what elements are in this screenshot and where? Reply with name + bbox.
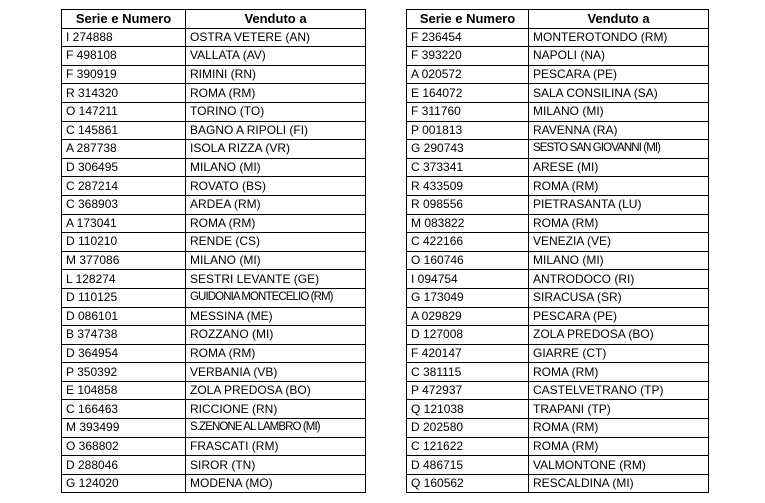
sold-to-cell: ARDEA (RM) xyxy=(186,195,366,214)
sold-to-cell: PESCARA (PE) xyxy=(529,65,709,84)
sold-to-cell: MONTEROTONDO (RM) xyxy=(529,28,709,47)
sold-to-cell: RESCALDINA (MI) xyxy=(529,474,709,493)
right-sales-table xyxy=(406,9,709,493)
serial-number-cell: O 368802 xyxy=(62,437,186,456)
table-row xyxy=(407,102,709,121)
table-row xyxy=(62,270,366,289)
serial-number-cell: D 364954 xyxy=(62,344,186,363)
sold-to-cell: S.ZENONE AL LAMBRO (MI) xyxy=(186,419,366,438)
table-row xyxy=(407,140,709,159)
serial-number-cell: C 381115 xyxy=(407,363,529,382)
sold-to-cell: VENEZIA (VE) xyxy=(529,233,709,252)
table-row xyxy=(62,195,366,214)
serial-number-cell: D 110125 xyxy=(62,288,186,307)
table-row xyxy=(407,363,709,382)
serial-number-cell: C 422166 xyxy=(407,233,529,252)
serial-number-cell: P 001813 xyxy=(407,121,529,140)
sold-to-cell: ROMA (RM) xyxy=(186,84,366,103)
table-row xyxy=(62,121,366,140)
table-row xyxy=(407,121,709,140)
serial-number-cell: B 374738 xyxy=(62,326,186,345)
table-row xyxy=(407,344,709,363)
sold-to-cell: SESTRI LEVANTE (GE) xyxy=(186,270,366,289)
serial-number-cell: F 311760 xyxy=(407,102,529,121)
sold-to-cell: SIROR (TN) xyxy=(186,456,366,475)
table-row xyxy=(407,251,709,270)
serial-number-cell: C 121622 xyxy=(407,437,529,456)
table-row xyxy=(62,28,366,47)
sold-to-cell: MODENA (MO) xyxy=(186,474,366,493)
sold-to-cell: SIRACUSA (SR) xyxy=(529,288,709,307)
serial-number-cell: D 288046 xyxy=(62,456,186,475)
sold-to-cell: RAVENNA (RA) xyxy=(529,121,709,140)
serial-number-cell: C 368903 xyxy=(62,195,186,214)
header-sold-to: Venduto a xyxy=(529,10,709,29)
serial-number-cell: O 160746 xyxy=(407,251,529,270)
serial-number-cell: P 472937 xyxy=(407,381,529,400)
serial-number-cell: F 393220 xyxy=(407,47,529,66)
sold-to-cell: MESSINA (ME) xyxy=(186,307,366,326)
sold-to-cell: VALMONTONE (RM) xyxy=(529,456,709,475)
serial-number-cell: C 166463 xyxy=(62,400,186,419)
sold-to-cell: RENDE (CS) xyxy=(186,233,366,252)
table-row xyxy=(62,65,366,84)
serial-number-cell: G 173049 xyxy=(407,288,529,307)
serial-number-cell: R 314320 xyxy=(62,84,186,103)
table-row xyxy=(407,381,709,400)
table-row xyxy=(62,474,366,493)
sold-to-cell: ROZZANO (MI) xyxy=(186,326,366,345)
sold-to-cell: SESTO SAN GIOVANNI (MI) xyxy=(529,140,709,159)
sold-to-cell: RIMINI (RN) xyxy=(186,65,366,84)
sold-to-cell: OSTRA VETERE (AN) xyxy=(186,28,366,47)
serial-number-cell: I 094754 xyxy=(407,270,529,289)
table-row xyxy=(407,233,709,252)
sold-to-cell: ANTRODOCO (RI) xyxy=(529,270,709,289)
sold-to-cell: MILANO (MI) xyxy=(529,102,709,121)
table-row xyxy=(407,28,709,47)
table-header-row xyxy=(407,10,709,29)
table-row xyxy=(407,47,709,66)
serial-number-cell: D 486715 xyxy=(407,456,529,475)
header-serial: Serie e Numero xyxy=(407,10,529,29)
table-row xyxy=(407,84,709,103)
serial-number-cell: C 145861 xyxy=(62,121,186,140)
sold-to-cell: ROMA (RM) xyxy=(186,344,366,363)
serial-number-cell: F 236454 xyxy=(407,28,529,47)
sold-to-cell: PIETRASANTA (LU) xyxy=(529,195,709,214)
serial-number-cell: D 127008 xyxy=(407,326,529,345)
sold-to-cell: TRAPANI (TP) xyxy=(529,400,709,419)
table-row xyxy=(62,84,366,103)
table-row xyxy=(407,437,709,456)
table-row xyxy=(62,251,366,270)
sold-to-cell: NAPOLI (NA) xyxy=(529,47,709,66)
left-table-body xyxy=(62,28,366,493)
sold-to-cell: SALA CONSILINA (SA) xyxy=(529,84,709,103)
sold-to-cell: MILANO (MI) xyxy=(529,251,709,270)
sold-to-cell: RICCIONE (RN) xyxy=(186,400,366,419)
sold-to-cell: ROMA (RM) xyxy=(529,177,709,196)
table-row xyxy=(62,177,366,196)
serial-number-cell: M 377086 xyxy=(62,251,186,270)
table-row xyxy=(62,140,366,159)
sold-to-cell: ROMA (RM) xyxy=(529,419,709,438)
sold-to-cell: ZOLA PREDOSA (BO) xyxy=(529,326,709,345)
table-row xyxy=(62,437,366,456)
serial-number-cell: D 086101 xyxy=(62,307,186,326)
table-row xyxy=(62,102,366,121)
left-sales-table xyxy=(61,9,366,493)
sold-to-cell: PESCARA (PE) xyxy=(529,307,709,326)
serial-number-cell: Q 160562 xyxy=(407,474,529,493)
table-row xyxy=(62,400,366,419)
serial-number-cell: I 274888 xyxy=(62,28,186,47)
table-row xyxy=(62,363,366,382)
header-sold-to: Venduto a xyxy=(186,10,366,29)
sold-to-cell: ZOLA PREDOSA (BO) xyxy=(186,381,366,400)
serial-number-cell: R 433509 xyxy=(407,177,529,196)
serial-number-cell: D 202580 xyxy=(407,419,529,438)
table-row xyxy=(407,326,709,345)
sold-to-cell: TORINO (TO) xyxy=(186,102,366,121)
table-row xyxy=(407,307,709,326)
serial-number-cell: C 287214 xyxy=(62,177,186,196)
sold-to-cell: FRASCATI (RM) xyxy=(186,437,366,456)
table-row xyxy=(62,419,366,438)
serial-number-cell: F 420147 xyxy=(407,344,529,363)
table-row xyxy=(407,65,709,84)
sold-to-cell: ROMA (RM) xyxy=(186,214,366,233)
table-row xyxy=(407,456,709,475)
table-row xyxy=(62,233,366,252)
sold-to-cell: ROMA (RM) xyxy=(529,437,709,456)
serial-number-cell: F 390919 xyxy=(62,65,186,84)
serial-number-cell: F 498108 xyxy=(62,47,186,66)
serial-number-cell: O 147211 xyxy=(62,102,186,121)
serial-number-cell: D 306495 xyxy=(62,158,186,177)
table-row xyxy=(62,381,366,400)
sold-to-cell: BAGNO A RIPOLI (FI) xyxy=(186,121,366,140)
sold-to-cell: ROMA (RM) xyxy=(529,363,709,382)
sold-to-cell: ROMA (RM) xyxy=(529,214,709,233)
sold-to-cell: CASTELVETRANO (TP) xyxy=(529,381,709,400)
serial-number-cell: Q 121038 xyxy=(407,400,529,419)
right-table-body xyxy=(407,28,709,493)
serial-number-cell: D 110210 xyxy=(62,233,186,252)
table-row xyxy=(62,288,366,307)
serial-number-cell: L 128274 xyxy=(62,270,186,289)
table-row xyxy=(62,326,366,345)
header-serial: Serie e Numero xyxy=(62,10,186,29)
serial-number-cell: C 373341 xyxy=(407,158,529,177)
sold-to-cell: VALLATA (AV) xyxy=(186,47,366,66)
serial-number-cell: M 393499 xyxy=(62,419,186,438)
table-row xyxy=(62,158,366,177)
sold-to-cell: MILANO (MI) xyxy=(186,251,366,270)
table-row xyxy=(407,419,709,438)
serial-number-cell: R 098556 xyxy=(407,195,529,214)
table-row xyxy=(62,214,366,233)
sold-to-cell: GIARRE (CT) xyxy=(529,344,709,363)
table-row xyxy=(407,270,709,289)
serial-number-cell: A 029829 xyxy=(407,307,529,326)
sold-to-cell: MILANO (MI) xyxy=(186,158,366,177)
table-row xyxy=(62,456,366,475)
serial-number-cell: M 083822 xyxy=(407,214,529,233)
serial-number-cell: E 104858 xyxy=(62,381,186,400)
serial-number-cell: A 020572 xyxy=(407,65,529,84)
table-header-row xyxy=(62,10,366,29)
table-row xyxy=(407,177,709,196)
table-row xyxy=(62,307,366,326)
serial-number-cell: A 173041 xyxy=(62,214,186,233)
serial-number-cell: G 124020 xyxy=(62,474,186,493)
table-row xyxy=(407,195,709,214)
table-row xyxy=(62,344,366,363)
sold-to-cell: GUIDONIA MONTECELIO (RM) xyxy=(186,288,366,307)
table-row xyxy=(407,288,709,307)
table-row xyxy=(407,158,709,177)
serial-number-cell: A 287738 xyxy=(62,140,186,159)
sold-to-cell: ROVATO (BS) xyxy=(186,177,366,196)
table-row xyxy=(407,474,709,493)
serial-number-cell: P 350392 xyxy=(62,363,186,382)
sold-to-cell: ARESE (MI) xyxy=(529,158,709,177)
table-row xyxy=(407,400,709,419)
serial-number-cell: G 290743 xyxy=(407,140,529,159)
sold-to-cell: VERBANIA (VB) xyxy=(186,363,366,382)
sold-to-cell: ISOLA RIZZA (VR) xyxy=(186,140,366,159)
table-row xyxy=(407,214,709,233)
serial-number-cell: E 164072 xyxy=(407,84,529,103)
table-row xyxy=(62,47,366,66)
